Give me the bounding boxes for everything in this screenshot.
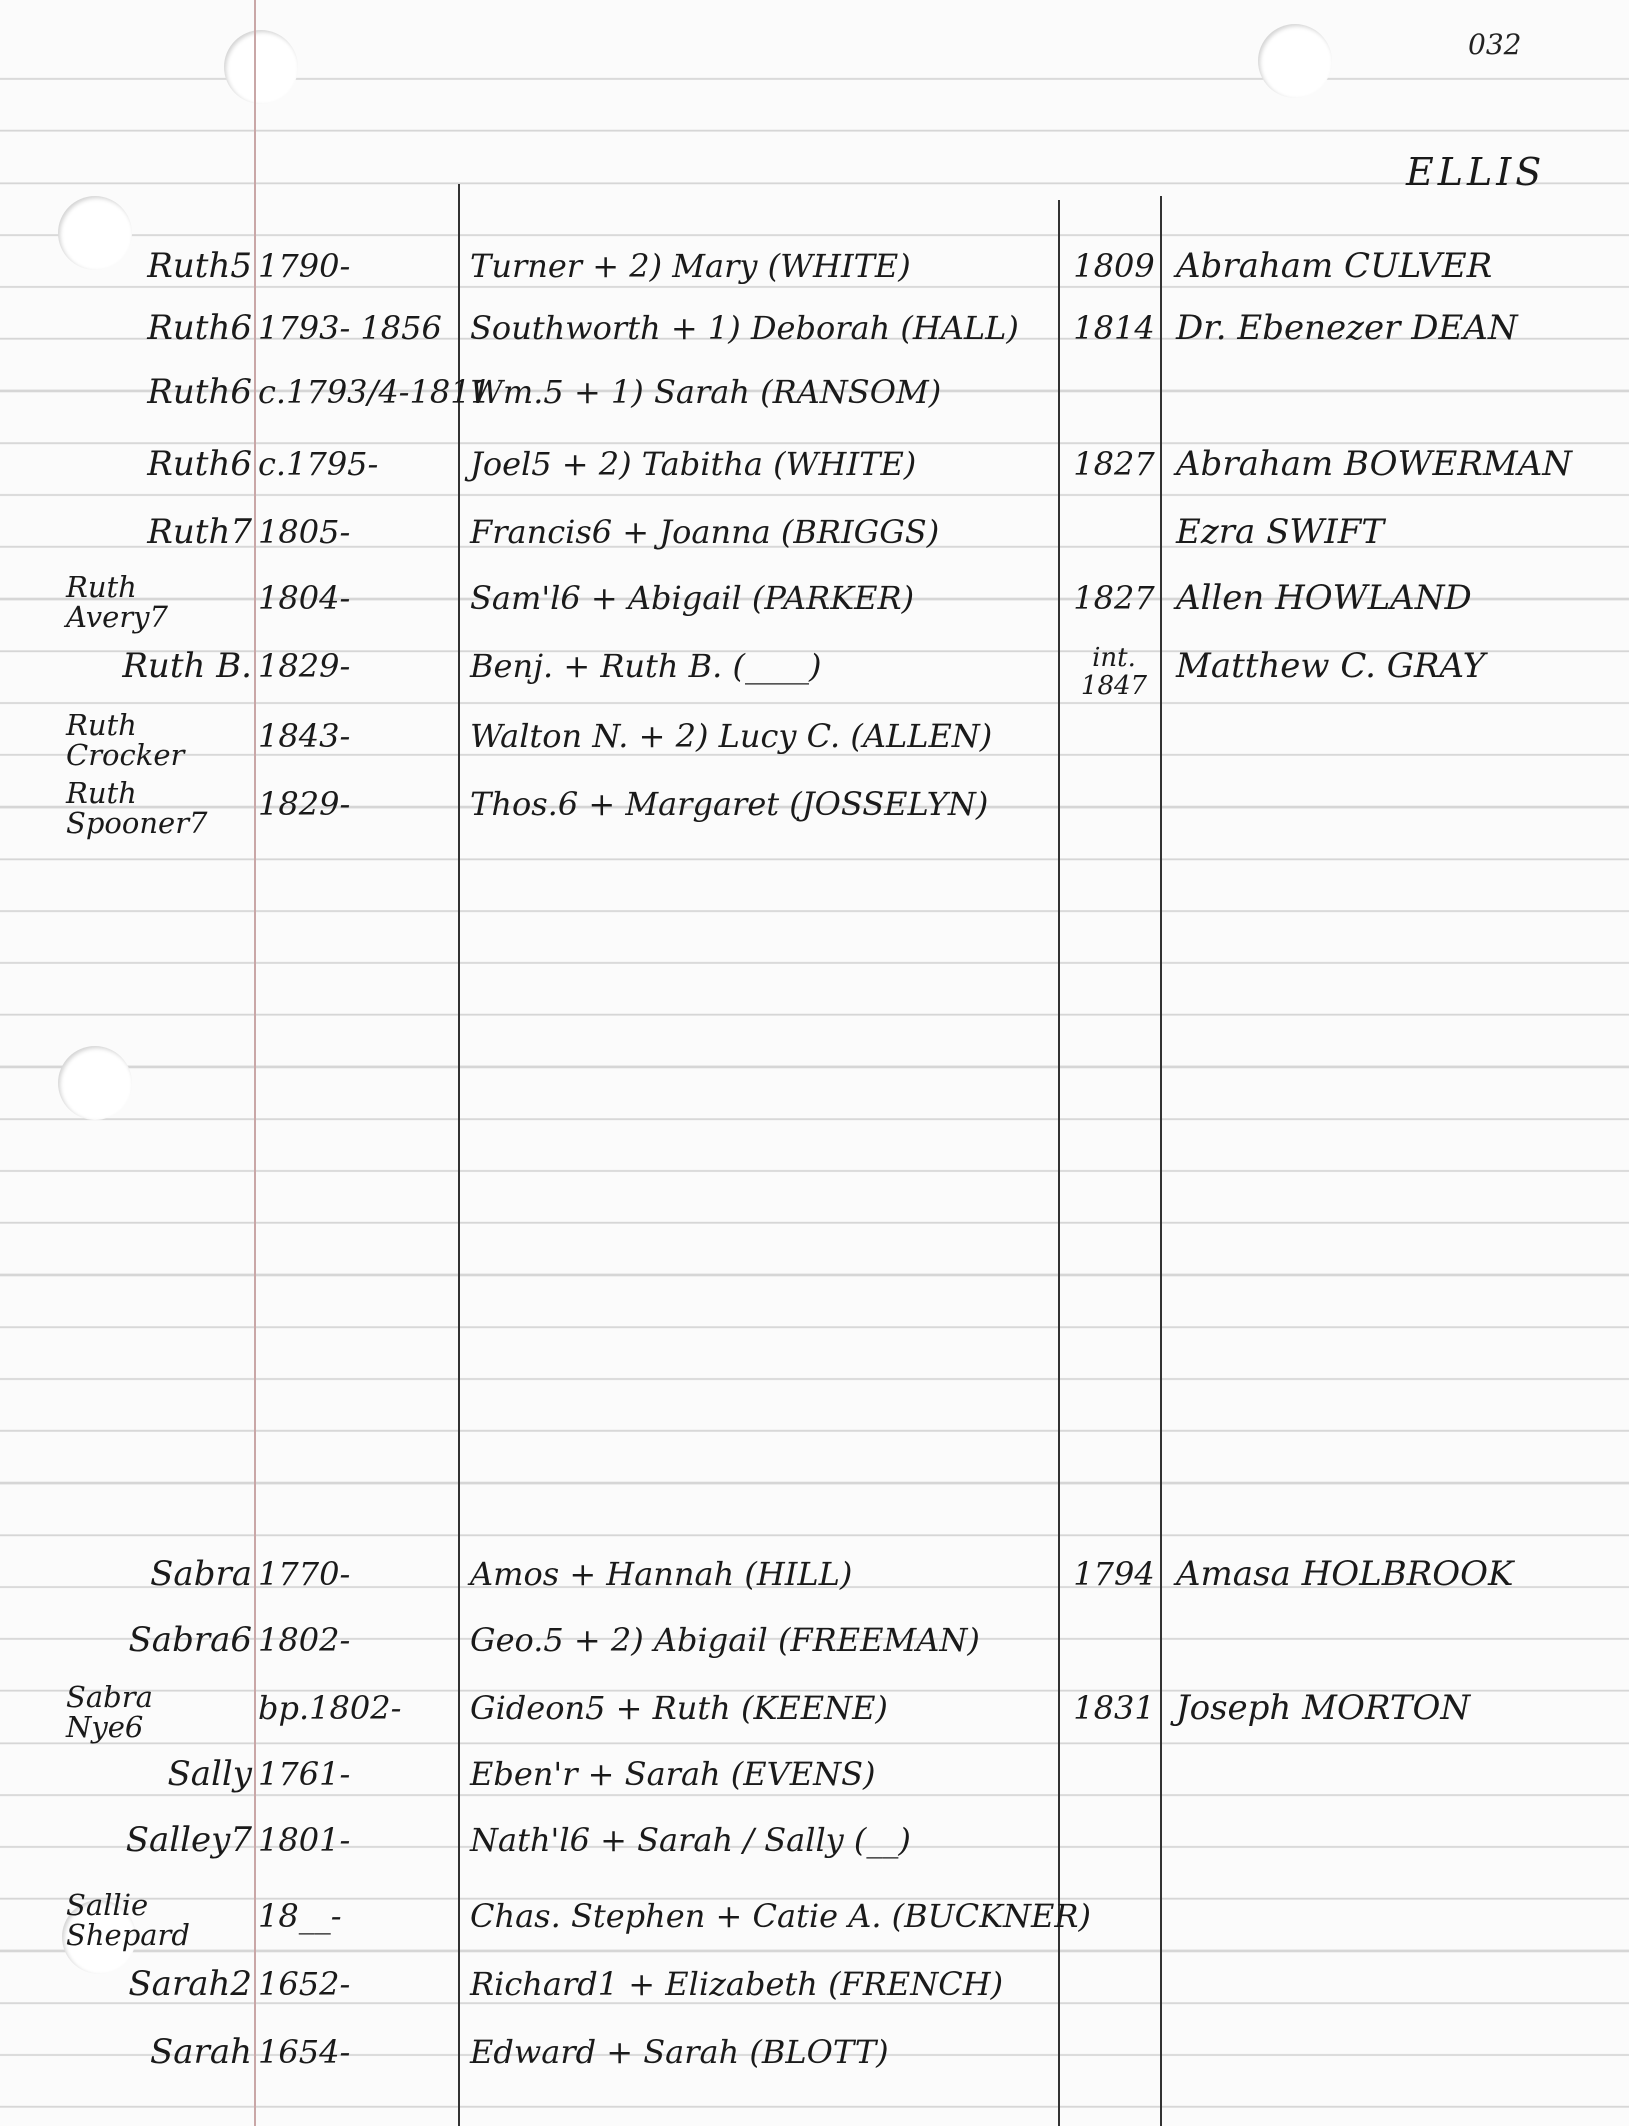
parents: Walton N. + 2) Lucy C. (ALLEN) [470,717,993,755]
entry-row [0,1966,1629,2032]
marriage-year [1072,580,1156,616]
birth-date: 1802- [258,1621,351,1659]
given-name-line2: Spooner7 [66,806,208,840]
birth-date: 18__- [258,1897,342,1935]
given-name-line1: Ruth B. [122,646,252,686]
entry-row [0,1888,1629,1964]
given-name-line1: Ruth5 [147,246,252,286]
parents: Eben'r + Sarah (EVENS) [470,1755,876,1793]
entry-row [0,1756,1629,1822]
parents: Nath'l6 + Sarah / Sally (__) [470,1821,911,1859]
marriage-year [1072,1556,1156,1592]
birth-date: c.1795- [258,445,379,483]
given-name [64,1756,252,1792]
given-name-line1: Sabra [150,1554,252,1594]
given-name-line1: Ruth [66,776,137,810]
given-name-line1: Sallie [66,1888,149,1922]
birth-date: 1770- [258,1555,351,1593]
parents: Turner + 2) Mary (WHITE) [470,247,911,285]
marriage-year-line1: 1814 [1073,309,1155,347]
given-name [64,648,252,684]
spouse: Dr. Ebenezer DEAN [1176,308,1518,348]
parents: Francis6 + Joanna (BRIGGS) [470,513,940,551]
entry-row [0,776,1629,852]
parents: Geo.5 + 2) Abigail (FREEMAN) [470,1621,980,1659]
entry-row [0,1556,1629,1622]
given-name-line1: Sarah2 [128,1964,252,2004]
given-name-line1: Ruth [66,570,137,604]
spouse: Joseph MORTON [1176,1688,1471,1728]
birth-date: 1805- [258,513,351,551]
birth-date: 1761- [258,1755,351,1793]
spouse: Allen HOWLAND [1176,578,1472,618]
parents: Benj. + Ruth B. (____) [470,647,822,685]
birth-date: 1652- [258,1965,351,2003]
parents: Amos + Hannah (HILL) [470,1555,853,1593]
given-name [66,572,254,632]
given-name-line2: Nye6 [66,1710,144,1744]
marriage-year-line1: 1827 [1073,445,1155,483]
birth-date: 1804- [258,579,351,617]
parents: Wm.5 + 1) Sarah (RANSOM) [470,373,942,411]
given-name [66,710,254,770]
given-name-line1: Ruth6 [147,444,252,484]
marriage-year-line1: 1809 [1073,247,1155,285]
entry-row [0,374,1629,440]
birth-date: c.1793/4-1811 [258,373,491,411]
parents: Sam'l6 + Abigail (PARKER) [470,579,915,617]
given-name [64,374,252,410]
given-name-line1: Sarah [150,2032,252,2072]
entry-row [0,2034,1629,2100]
parents: Southworth + 1) Deborah (HALL) [470,309,1019,347]
marriage-year [1072,644,1156,700]
given-name [64,1622,252,1658]
spouse: Matthew C. GRAY [1176,646,1486,686]
marriage-year [1072,1690,1156,1726]
given-name-line1: Sabra [66,1680,153,1714]
entry-row [0,708,1629,784]
given-name-line1: Sabra6 [128,1620,252,1660]
birth-date: 1790- [258,247,351,285]
birth-date: bp.1802- [258,1689,402,1727]
given-name-line1: Ruth6 [147,372,252,412]
birth-date: 1829- [258,647,351,685]
binder-hole [224,30,298,104]
entry-row [0,1680,1629,1756]
entry-row [0,446,1629,512]
marriage-year [1072,310,1156,346]
given-name-line1: Salley7 [125,1820,252,1860]
entry-row [0,1622,1629,1688]
given-name [64,310,252,346]
given-name-line1: Ruth [66,708,137,742]
given-name [64,2034,252,2070]
given-name [64,1966,252,2002]
given-name [64,248,252,284]
birth-date: 1801- [258,1821,351,1859]
parents: Edward + Sarah (BLOTT) [470,2033,889,2071]
page-number: 032 [1468,28,1522,61]
given-name-line1: Sally [167,1754,252,1794]
entry-row [0,514,1629,580]
birth-date: 1843- [258,717,351,755]
surname-heading: ELLIS [1406,150,1546,194]
parents: Chas. Stephen + Catie A. (BUCKNER) [470,1897,1091,1935]
parents: Richard1 + Elizabeth (FRENCH) [470,1965,1004,2003]
given-name [66,1682,254,1742]
parents: Gideon5 + Ruth (KEENE) [470,1689,888,1727]
spouse: Abraham BOWERMAN [1176,444,1573,484]
spouse: Amasa HOLBROOK [1176,1554,1514,1594]
marriage-year-line2: 1847 [1080,671,1148,701]
binder-hole [1258,24,1332,98]
given-name [64,1556,252,1592]
spouse: Abraham CULVER [1176,246,1493,286]
marriage-year-line1: int. [1092,643,1136,673]
marriage-year-line1: 1831 [1073,1689,1155,1727]
given-name-line1: Ruth6 [147,308,252,348]
given-name [66,1890,254,1950]
parents: Thos.6 + Margaret (JOSSELYN) [470,785,989,823]
spouse: Ezra SWIFT [1176,512,1385,552]
entry-row [0,570,1629,646]
given-name-line2: Crocker [66,738,185,772]
entry-row [0,1822,1629,1888]
entry-row [0,643,1629,714]
birth-date: 1793- 1856 [258,309,442,347]
birth-date: 1654- [258,2033,351,2071]
binder-hole [58,1046,132,1120]
marriage-year [1072,248,1156,284]
given-name [64,1822,252,1858]
entry-row [0,310,1629,376]
parents: Joel5 + 2) Tabitha (WHITE) [470,445,917,483]
given-name [66,778,254,838]
marriage-year-line1: 1827 [1073,579,1155,617]
given-name-line1: Ruth7 [147,512,252,552]
given-name-line2: Shepard [66,1918,190,1952]
entry-row [0,248,1629,314]
given-name [64,446,252,482]
given-name-line2: Avery7 [66,600,169,634]
birth-date: 1829- [258,785,351,823]
given-name [64,514,252,550]
marriage-year-line1: 1794 [1073,1555,1155,1593]
marriage-year [1072,446,1156,482]
